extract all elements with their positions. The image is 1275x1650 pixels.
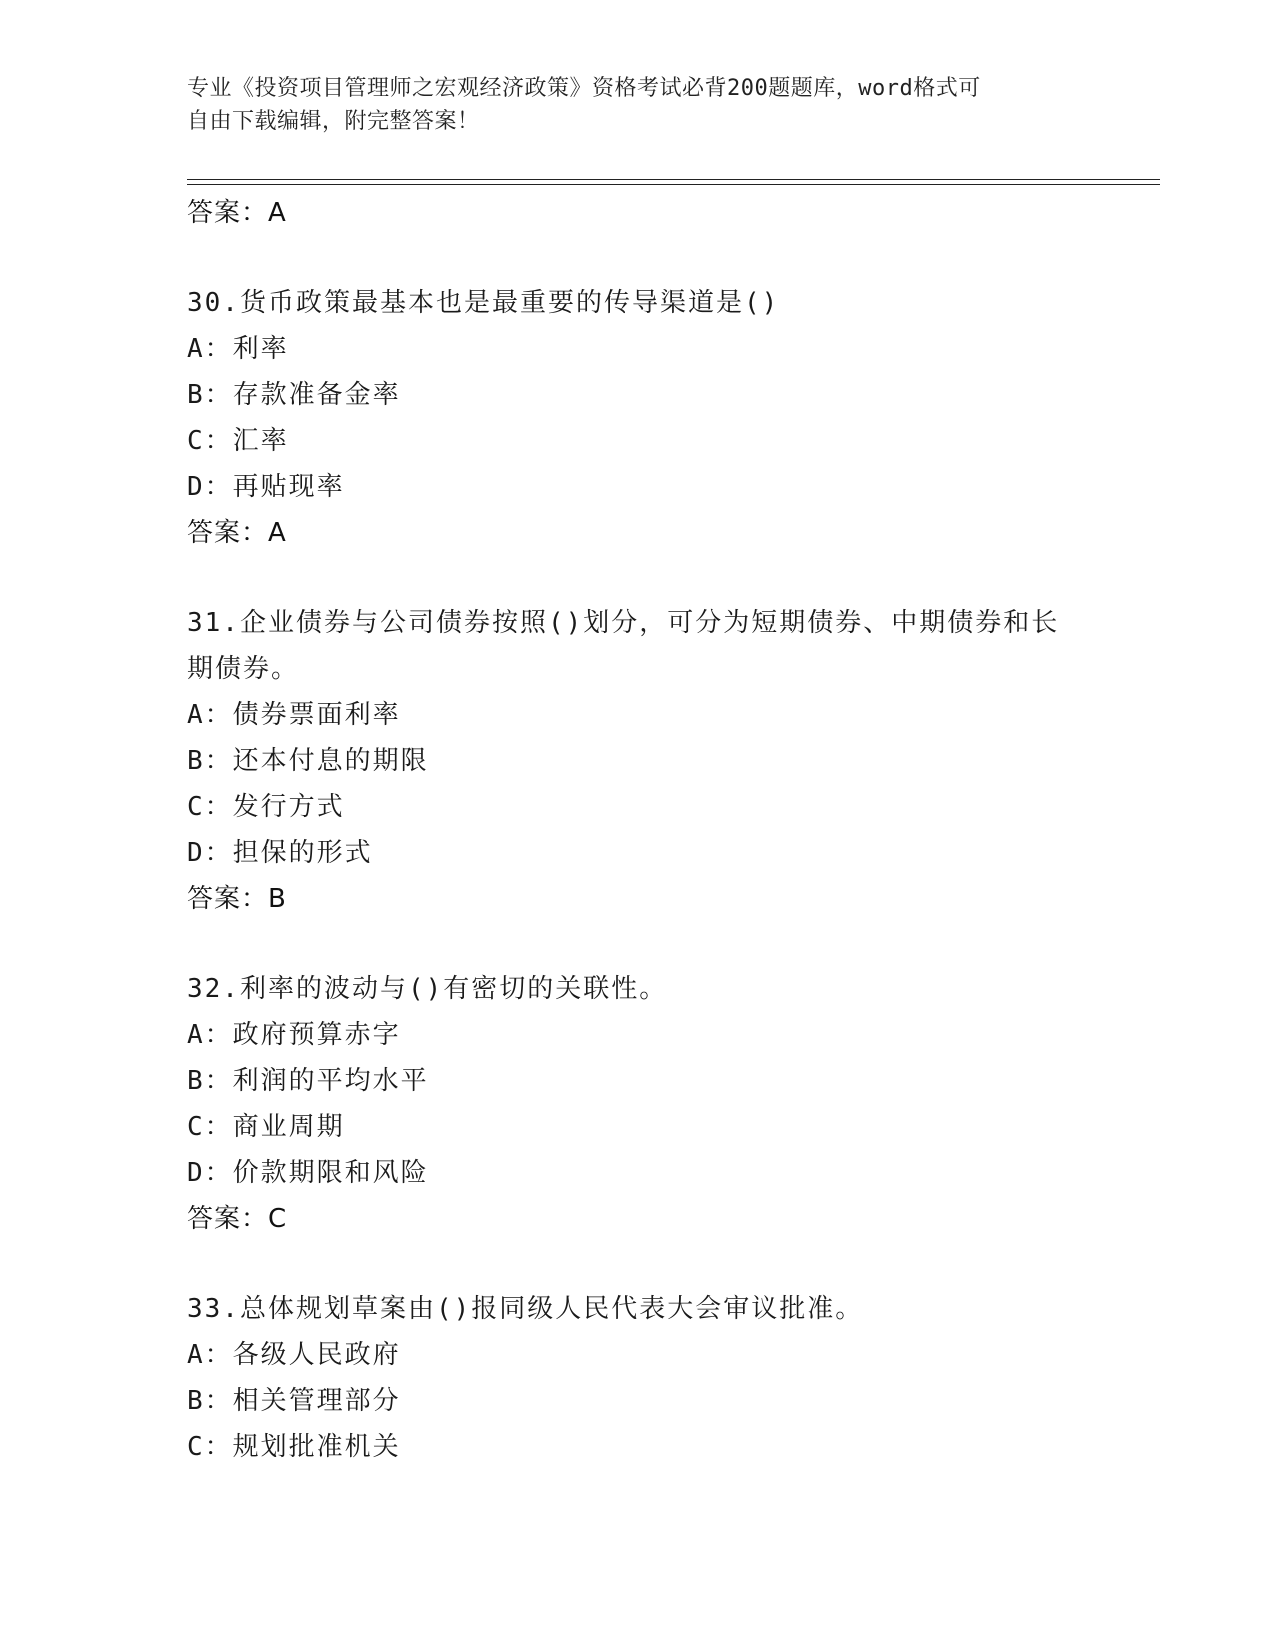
question-block [187,1286,1087,1470]
option-d: D：价款期限和风险 [187,1158,429,1188]
answer-line: 答案：C [187,1204,288,1234]
answer-line: 答案：A [187,518,287,548]
question-block [187,280,1087,556]
answer-line: 答案：B [187,884,287,914]
option-b: B：存款准备金率 [187,380,401,410]
spacer [187,236,1087,280]
answer-line: 答案：A [187,198,287,228]
question-stem: 32.利率的波动与()有密切的关联性。 [187,974,668,1004]
question-list [187,190,1087,1470]
option-a: A：各级人民政府 [187,1340,401,1370]
option-a: A：利率 [187,334,289,364]
question-stem: 30.货币政策最基本也是最重要的传导渠道是() [187,288,780,318]
spacer [187,1242,1087,1286]
header-divider-top [187,179,1160,180]
spacer [187,922,1087,966]
question-stem-line-2: 期债券。 [187,654,300,684]
option-a: A：政府预算赤字 [187,1020,401,1050]
question-stem: 33.总体规划草案由()报同级人民代表大会审议批准。 [187,1294,864,1324]
question-stem-line-1: 31.企业债券与公司债券按照()划分，可分为短期债券、中期债券和长 [187,608,1060,638]
spacer [187,556,1087,600]
option-b: B：还本付息的期限 [187,746,429,776]
header-line-1: 专业《投资项目管理师之宏观经济政策》资格考试必背200题题库，word格式可 [187,76,981,101]
header-divider-bottom [187,184,1160,185]
option-c: C：发行方式 [187,792,345,822]
option-b: B：利润的平均水平 [187,1066,429,1096]
option-b: B：相关管理部分 [187,1386,401,1416]
question-block [187,966,1087,1242]
question-block [187,600,1087,922]
header-line-2: 自由下载编辑，附完整答案！ [187,109,480,134]
document-header [187,72,1067,138]
option-d: D：再贴现率 [187,472,345,502]
option-a: A：债券票面利率 [187,700,401,730]
option-c: C：商业周期 [187,1112,345,1142]
option-d: D：担保的形式 [187,838,373,868]
option-c: C：规划批准机关 [187,1432,401,1462]
option-c: C：汇率 [187,426,289,456]
